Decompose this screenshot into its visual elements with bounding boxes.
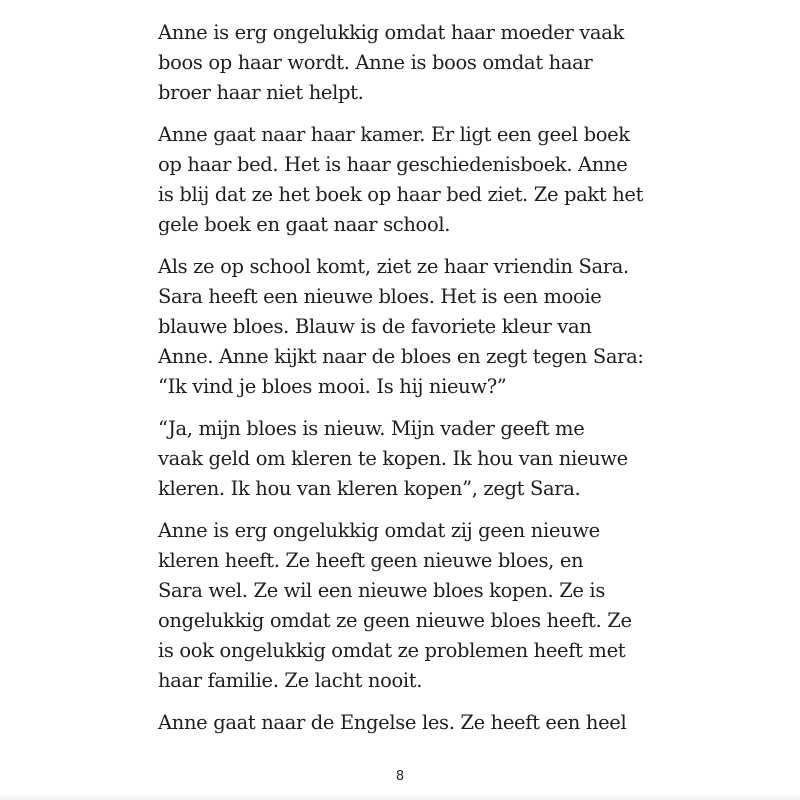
text-line: boos op haar wordt. Anne is boos omdat haar <box>158 51 593 74</box>
text-line: Als ze op school komt, ziet ze haar vriendin Sara. <box>158 255 629 278</box>
paragraph-5 <box>158 516 632 696</box>
text-line: “Ja, mijn bloes is nieuw. Mijn vader geeft me <box>158 417 585 440</box>
paragraph-4 <box>158 414 628 504</box>
paragraph-3 <box>158 252 644 402</box>
text-line: Anne gaat naar de Engelse les. Ze heeft een heel <box>158 711 627 734</box>
text-line: is ook ongelukkig omdat ze problemen heeft met <box>158 639 626 662</box>
text-line: vaak geld om kleren te kopen. Ik hou van nieuwe <box>158 447 628 470</box>
text-line: ongelukkig omdat ze geen nieuwe bloes heeft. Ze <box>158 609 632 632</box>
text-line: Anne gaat naar haar kamer. Er ligt een geel boek <box>158 123 630 146</box>
paragraph-6 <box>158 708 628 738</box>
text-line: “Ik vind je bloes mooi. Is hij nieuw?” <box>158 375 507 398</box>
text-column <box>158 18 644 750</box>
text-line: Sara heeft een nieuwe bloes. Het is een mooie <box>158 285 602 308</box>
text-line: Anne is erg ongelukkig omdat zij geen nieuwe <box>158 519 600 542</box>
text-line: kleren heeft. Ze heeft geen nieuwe bloes, en <box>158 549 584 572</box>
text-line: haar familie. Ze lacht nooit. <box>158 669 423 692</box>
text-line: gele boek en gaat naar school. <box>158 213 451 236</box>
paragraph-1 <box>158 18 628 108</box>
text-line: broer haar niet helpt. <box>158 81 364 104</box>
text-line: Sara wel. Ze wil een nieuwe bloes kopen. Ze is <box>158 579 605 602</box>
page-number: 8 <box>395 769 405 784</box>
text-line: blauwe bloes. Blauw is de favoriete kleur van <box>158 315 592 338</box>
text-line: op haar bed. Het is haar geschiedenisboek. Anne <box>158 153 628 176</box>
text-line: is blij dat ze het boek op haar bed ziet. Ze pakt het <box>158 183 644 206</box>
paragraph-2 <box>158 120 644 240</box>
text-line: kleren. Ik hou van kleren kopen”, zegt Sara. <box>158 477 581 500</box>
text-line: Anne is erg ongelukkig omdat haar moeder vaak <box>158 21 624 44</box>
page-bottom-edge <box>0 794 800 800</box>
text-line: Anne. Anne kijkt naar de bloes en zegt tegen Sara: <box>158 345 644 368</box>
